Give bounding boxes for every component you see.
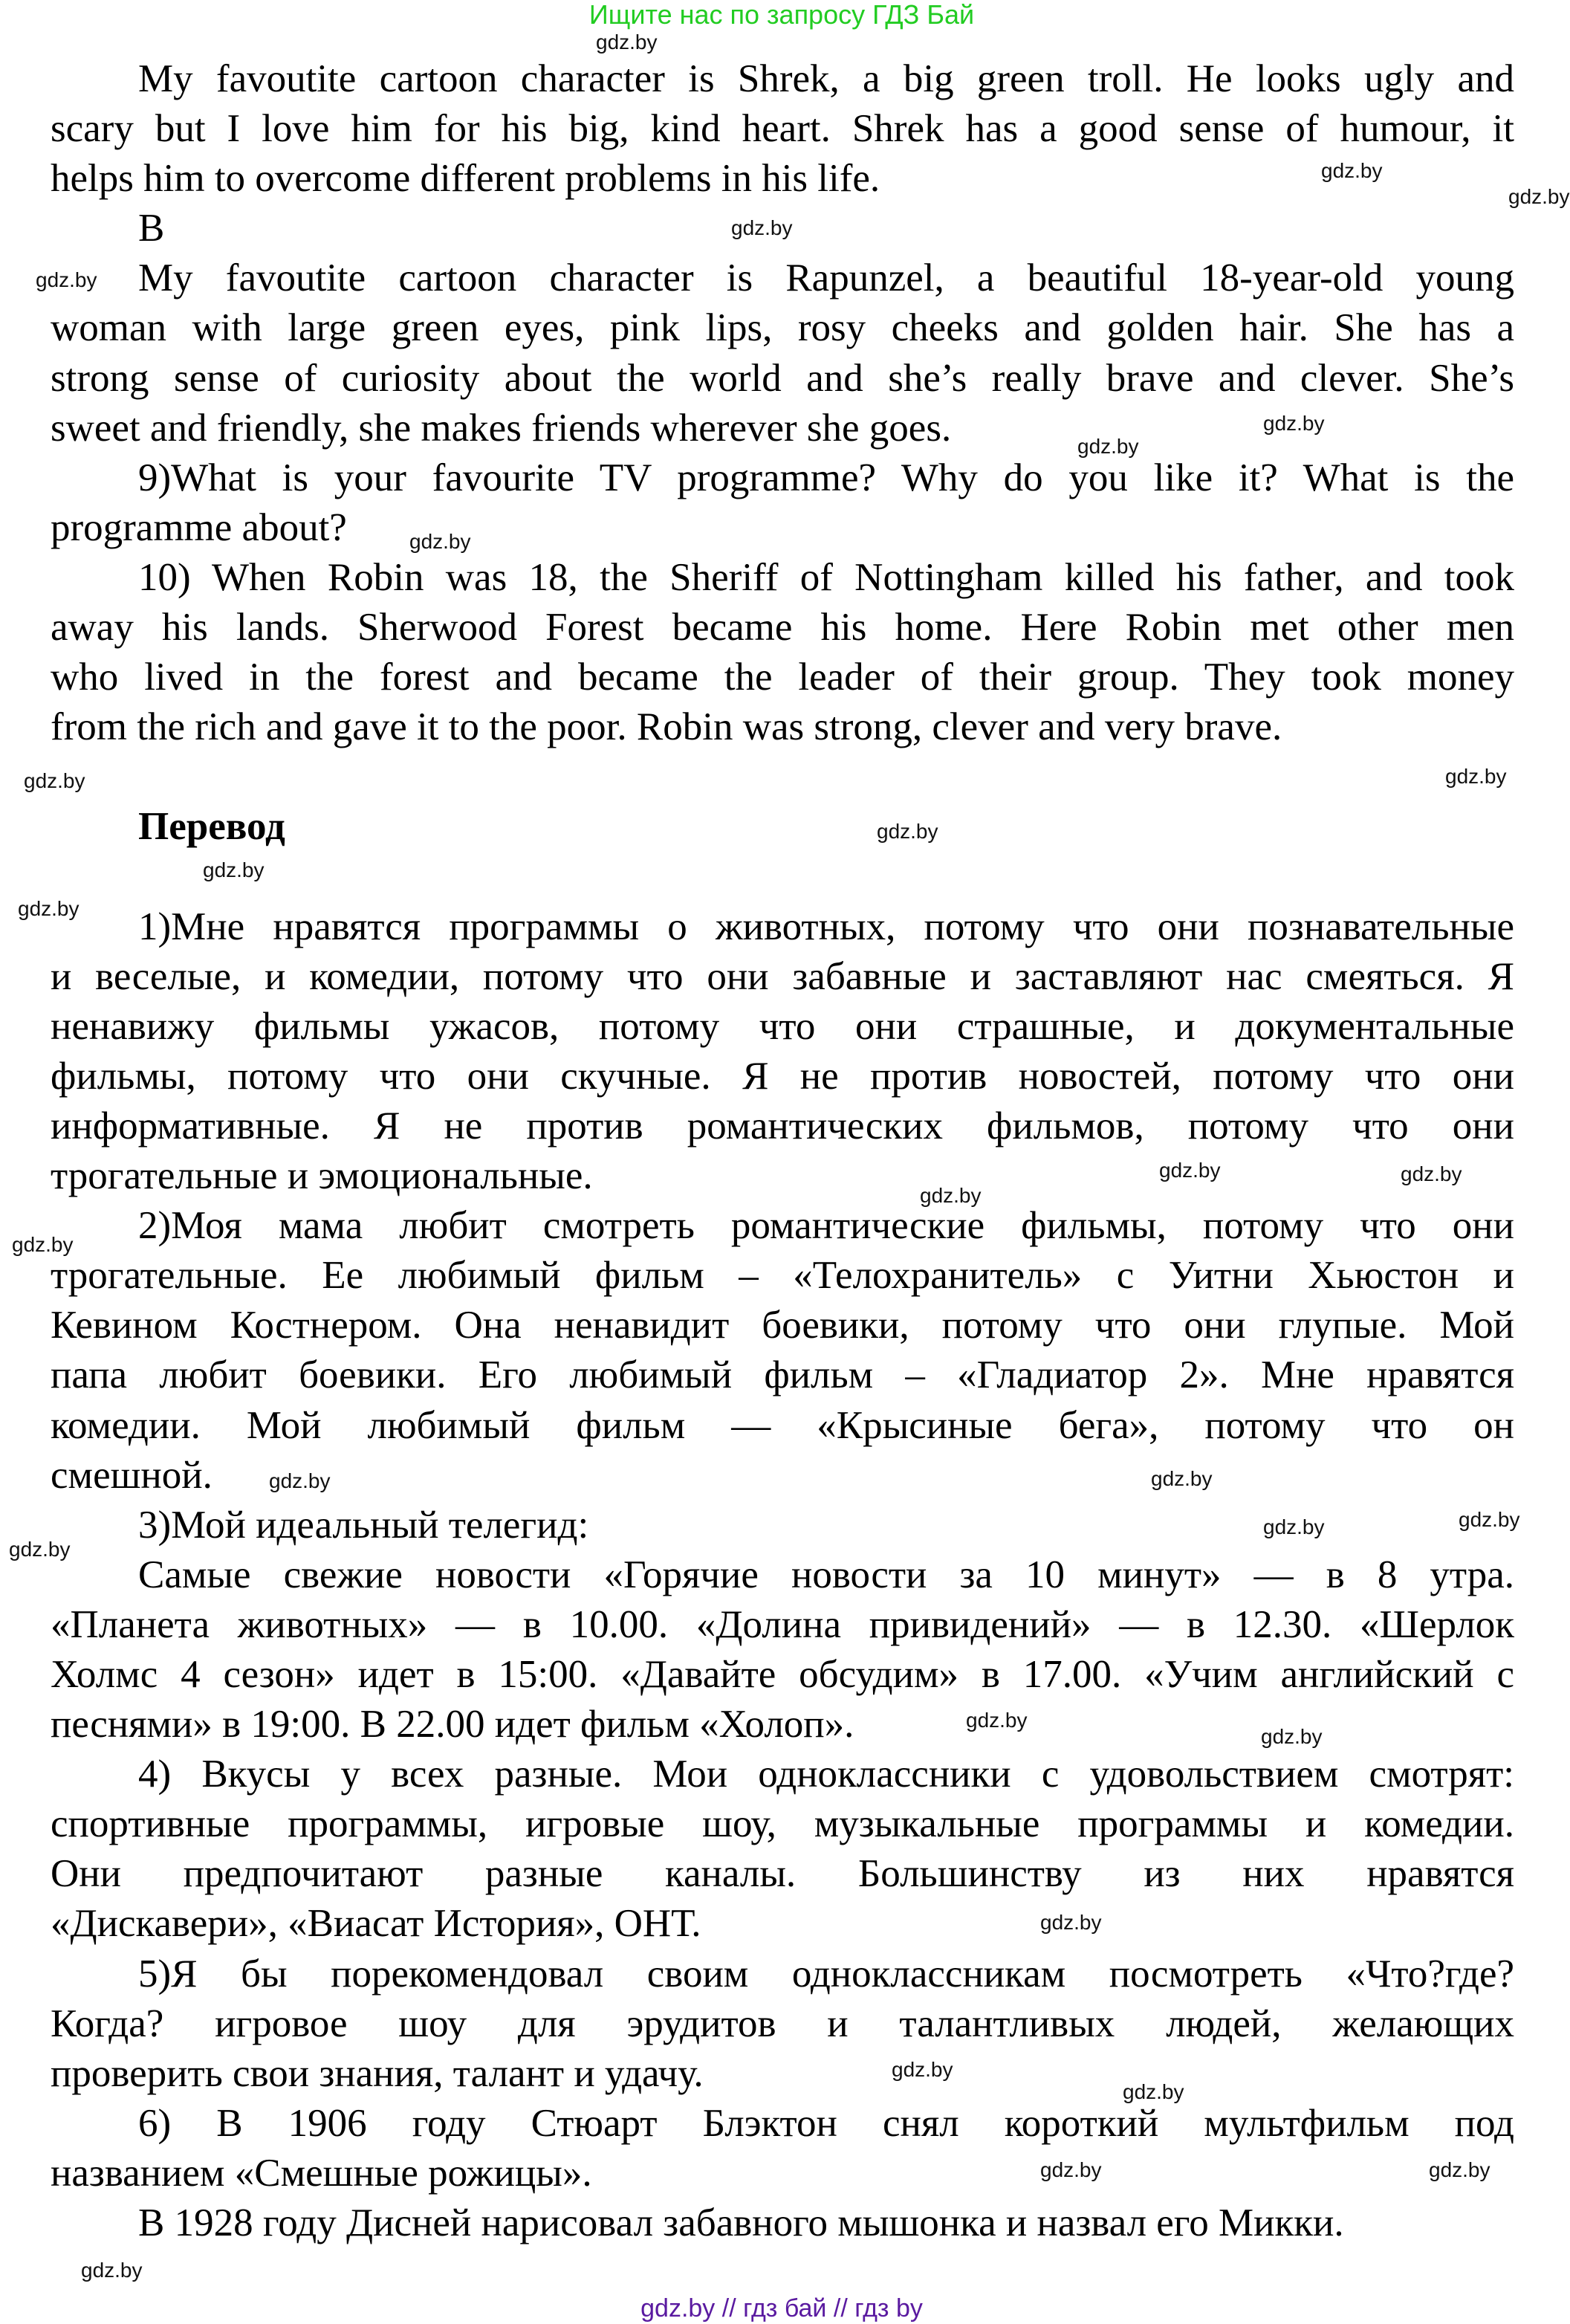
text-line: away his lands. Sherwood Forest became his home. Here Robin met other men — [51, 606, 1514, 650]
text-line: «Дискавери», «Виасат История», ОНТ. — [51, 1902, 701, 1946]
search-banner: Ищите нас по запросу ГДЗ Бай — [588, 0, 975, 30]
blank-line — [51, 852, 1514, 902]
watermark-text: gdz.by — [203, 858, 265, 881]
text-line: песнями» в 19:00. В 22.00 идет фильм «Холоп». — [51, 1703, 854, 1747]
text-line: woman with large green eyes, pink lips, rosy cheeks and golden hair. She has a — [51, 306, 1514, 350]
text-line: scary but I love him for his big, kind heart. Shrek has a good sense of humour, it — [51, 107, 1514, 151]
watermark-text: gdz.by — [1040, 2158, 1102, 2181]
text-line: Кевином Костнером. Она ненавидит боевики, потому что они глупые. Мой — [51, 1304, 1514, 1347]
watermark-text: gdz.by — [1123, 2080, 1184, 2103]
text-line: sweet and friendly, she makes friends wherever she goes. — [51, 406, 952, 450]
text-line: programme about? — [51, 505, 347, 549]
text-line: названием «Смешные рожицы». — [51, 2151, 592, 2195]
text-line: папа любит боевики. Его любимый фильм – «Гладиатор 2». Мне нравятся — [51, 1353, 1514, 1397]
text-line: фильмы, потому что они скучные. Я не против новостей, потому что они — [51, 1054, 1514, 1098]
paragraph — [51, 2099, 1514, 2198]
paragraph — [51, 453, 1514, 553]
text-line: ненавижу фильмы ужасов, потому что они страшные, и документальные — [51, 1004, 1514, 1048]
text-line: Перевод — [138, 805, 285, 849]
text-line: B — [138, 207, 165, 250]
text-line: трогательные и эмоциональные. — [51, 1154, 593, 1198]
watermark-text: gdz.by — [731, 216, 793, 239]
watermark-text: gdz.by — [18, 897, 80, 920]
watermark-text: gdz.by — [9, 1538, 71, 1561]
text-line: My favoutite cartoon character is Shrek, a big green troll. He looks ugly and — [138, 57, 1514, 100]
document-body — [51, 54, 1514, 2248]
watermark-text: gdz.by — [81, 2259, 143, 2282]
text-line: 6) В 1906 году Стюарт Блэктон снял короткий мультфильм под — [138, 2101, 1514, 2145]
text-line: информативные. Я не против романтических фильмов, потому что они — [51, 1104, 1514, 1148]
watermark-text: gdz.by — [1508, 185, 1570, 208]
text-line: 1)Мне нравятся программы о животных, потому что они познавательные — [138, 904, 1514, 948]
blank-line — [51, 752, 1514, 802]
watermark-text: gdz.by — [12, 1233, 74, 1256]
text-line: Самые свежие новости «Горячие новости за 10 минут» — в 8 утра. — [138, 1553, 1514, 1596]
watermark-text: gdz.by — [1401, 1162, 1462, 1185]
text-line: Холмс 4 сезон» идет в 15:00. «Давайте обсудим» в 17.00. «Учим английский с — [51, 1653, 1514, 1696]
text-line: strong sense of curiosity about the world and she’s really brave and clever. She’s — [51, 356, 1514, 400]
watermark-text: gdz.by — [1263, 1515, 1325, 1538]
text-line: 3)Мой идеальный телегид: — [138, 1503, 589, 1547]
text-line: Они предпочитают разные каналы. Большинству из них нравятся — [51, 1852, 1514, 1896]
paragraph — [51, 553, 1514, 752]
paragraph — [51, 902, 1514, 1202]
text-line: My favoutite cartoon character is Rapunzel, a beautiful 18-year-old young — [138, 256, 1514, 300]
text-line: комедии. Мой любимый фильм — «Крысиные бега», потому что он — [51, 1403, 1514, 1447]
text-line: who lived in the forest and became the leader of their group. They took money — [51, 656, 1514, 699]
text-line: спортивные программы, игровые шоу, музыкальные программы и комедии. — [51, 1802, 1514, 1846]
watermark-text: gdz.by — [269, 1469, 331, 1492]
paragraph — [51, 54, 1514, 204]
watermark-text: gdz.by — [1445, 765, 1507, 788]
text-line: Когда? игровое шоу для эрудитов и талантливых людей, желающих — [51, 2001, 1514, 2045]
watermark-text: gdz.by — [920, 1184, 982, 1207]
text-line: helps him to overcome different problems in his life. — [51, 157, 880, 201]
watermark-text: gdz.by — [1459, 1508, 1520, 1531]
text-line: from the rich and gave it to the poor. Robin was strong, clever and very brave. — [51, 705, 1282, 749]
paragraph — [51, 1949, 1514, 2099]
text-line: 9)What is your favourite TV programme? Why do you like it? What is the — [138, 456, 1514, 499]
watermark-text: gdz.by — [1429, 2158, 1490, 2181]
text-line: В 1928 году Дисней нарисовал забавного мышонка и назвал его Микки. — [138, 2201, 1344, 2245]
watermark-text: gdz.by — [1261, 1725, 1323, 1748]
watermark-text: gdz.by — [24, 769, 85, 792]
watermark-text: gdz.by — [1151, 1467, 1213, 1490]
watermark-text: gdz.by — [966, 1709, 1028, 1732]
text-line: 5)Я бы порекомендовал своим одноклассникам посмотреть «Что?где? — [138, 1952, 1514, 1996]
text-line: и веселые, и комедии, потому что они забавные и заставляют нас смеяться. Я — [51, 954, 1514, 998]
watermark-text: gdz.by — [1321, 159, 1383, 182]
text-line: 10) When Robin was 18, the Sheriff of Nottingham killed his father, and took — [138, 555, 1514, 599]
text-line: трогательные. Ее любимый фильм – «Телохранитель» с Уитни Хьюстон и — [51, 1254, 1514, 1298]
text-line: проверить свои знания, талант и удачу. — [51, 2051, 704, 2095]
text-line: смешной. — [51, 1453, 213, 1497]
watermark-text: gdz.by — [596, 30, 658, 54]
paragraph — [51, 1201, 1514, 1501]
paragraph — [51, 2198, 1514, 2248]
footer-links[interactable]: gdz.by // гдз бай // гдз by — [640, 2294, 923, 2323]
watermark-text: gdz.by — [1159, 1159, 1221, 1182]
watermark-text: gdz.by — [877, 820, 938, 843]
watermark-text: gdz.by — [1263, 412, 1325, 435]
watermark-text: gdz.by — [409, 530, 471, 553]
watermark-text: gdz.by — [1077, 435, 1139, 458]
section-heading — [51, 802, 1514, 852]
paragraph — [51, 1550, 1514, 1750]
watermark-text: gdz.by — [892, 2058, 953, 2081]
paragraph — [51, 1750, 1514, 1949]
watermark-text: gdz.by — [1040, 1911, 1102, 1934]
text-line: «Планета животных» — в 10.00. «Долина привидений» — в 12.30. «Шерлок — [51, 1602, 1514, 1646]
watermark-text: gdz.by — [36, 268, 97, 291]
text-line: 4) Вкусы у всех разные. Мои одноклассники с удовольствием смотрят: — [138, 1752, 1514, 1796]
text-line: 2)Моя мама любит смотреть романтические фильмы, потому что они — [138, 1204, 1514, 1248]
